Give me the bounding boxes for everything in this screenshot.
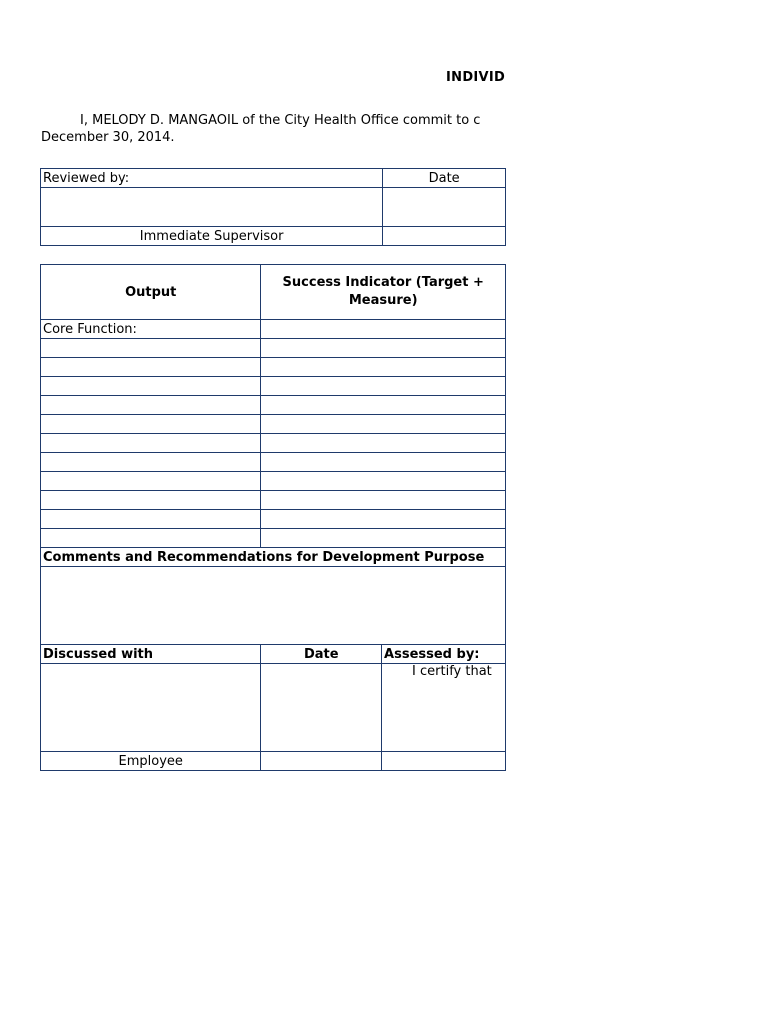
output-cell[interactable] xyxy=(41,396,261,415)
comments-recommendations-label: Comments and Recommendations for Development Purpose xyxy=(41,548,506,567)
table-row xyxy=(41,434,506,453)
discussed-date-cell[interactable] xyxy=(261,664,382,752)
reviewed-by-label: Reviewed by: xyxy=(41,169,383,188)
review-table xyxy=(40,168,506,246)
table-row xyxy=(41,453,506,472)
success-indicator-cell[interactable] xyxy=(261,320,506,339)
output-cell[interactable] xyxy=(41,377,261,396)
output-cell[interactable] xyxy=(41,510,261,529)
output-cell[interactable] xyxy=(41,434,261,453)
assessor-cell[interactable] xyxy=(382,752,506,771)
table-row xyxy=(41,529,506,548)
core-function-label: Core Function: xyxy=(41,320,261,339)
assessed-by-label: Assessed by: xyxy=(382,645,506,664)
output-header: Output xyxy=(41,265,261,320)
table-row xyxy=(41,339,506,358)
success-indicator-cell[interactable] xyxy=(261,358,506,377)
comments-recommendations-field[interactable] xyxy=(41,567,506,645)
employee-label: Employee xyxy=(41,752,261,771)
success-indicator-cell[interactable] xyxy=(261,434,506,453)
commitment-statement-line1: I, MELODY D. MANGAOIL of the City Health Office commit to c xyxy=(80,113,481,128)
table-row xyxy=(41,472,506,491)
table-row xyxy=(41,415,506,434)
review-date-cell[interactable] xyxy=(383,188,506,227)
discussed-with-label: Discussed with xyxy=(41,645,261,664)
success-indicator-cell[interactable] xyxy=(261,377,506,396)
table-row xyxy=(41,377,506,396)
review-date-label: Date xyxy=(383,169,506,188)
table-row xyxy=(41,396,506,415)
reviewer-signature-cell[interactable] xyxy=(41,188,383,227)
success-indicator-header: Success Indicator (Target + Measure) xyxy=(261,265,506,320)
supervisor-date-cell[interactable] xyxy=(383,227,506,246)
success-indicator-cell[interactable] xyxy=(261,529,506,548)
discussed-date-label: Date xyxy=(261,645,382,664)
success-indicator-cell[interactable] xyxy=(261,453,506,472)
output-cell[interactable] xyxy=(41,339,261,358)
table-row xyxy=(41,510,506,529)
employee-date-cell[interactable] xyxy=(261,752,382,771)
output-cell[interactable] xyxy=(41,415,261,434)
employee-signature-cell[interactable] xyxy=(41,664,261,752)
table-row xyxy=(41,491,506,510)
success-indicator-cell[interactable] xyxy=(261,472,506,491)
success-indicator-cell[interactable] xyxy=(261,491,506,510)
output-cell[interactable] xyxy=(41,491,261,510)
ipcr-main-table xyxy=(40,264,506,771)
success-indicator-cell[interactable] xyxy=(261,510,506,529)
output-cell[interactable] xyxy=(41,529,261,548)
success-indicator-cell[interactable] xyxy=(261,396,506,415)
table-row xyxy=(41,358,506,377)
document-title: INDIVID xyxy=(446,70,506,85)
immediate-supervisor-label: Immediate Supervisor xyxy=(41,227,383,246)
success-indicator-cell[interactable] xyxy=(261,339,506,358)
output-cell[interactable] xyxy=(41,358,261,377)
output-cell[interactable] xyxy=(41,453,261,472)
output-cell[interactable] xyxy=(41,472,261,491)
certify-text: I certify that xyxy=(382,664,506,752)
success-indicator-cell[interactable] xyxy=(261,415,506,434)
commitment-statement-line2: December 30, 2014. xyxy=(41,130,175,145)
